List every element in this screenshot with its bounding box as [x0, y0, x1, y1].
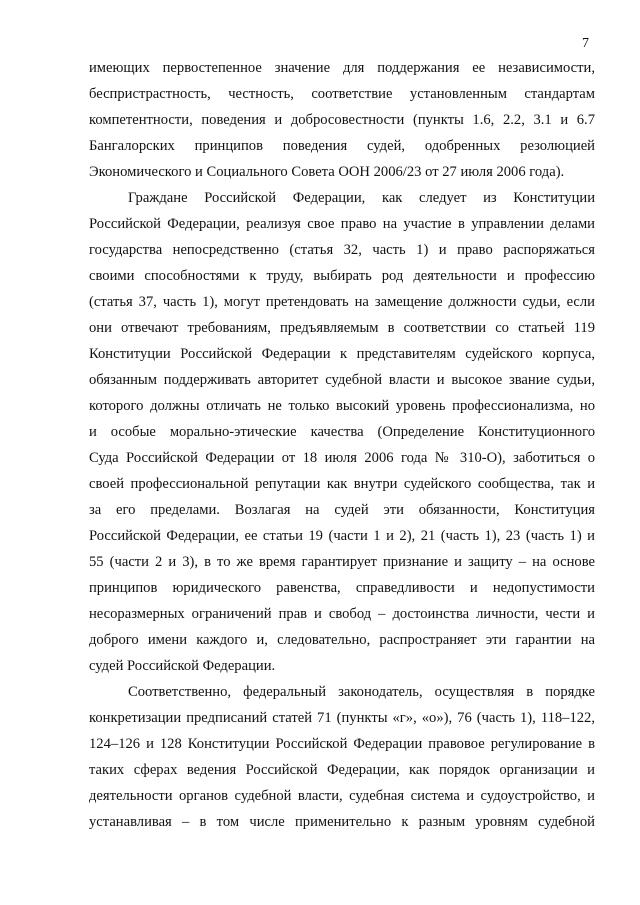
text-line: Экономического и Социального Совета ООН 2006/23 от 27 июля 2006 года). [89, 164, 565, 180]
text-line: 124–126 и 128 Конституции Российской Федерации правовое регулирование в [89, 736, 595, 752]
text-line: своими способностями к труду, выбирать род деятельности и профессию [89, 268, 595, 284]
text-line: доброго имени каждого и, следовательно, распространяет эти гарантии на [89, 632, 595, 648]
text-line: конкретизации предписаний статей 71 (пункты «г», «о»), 76 (часть 1), 118–122, [89, 710, 595, 726]
text-line: принципов юридического равенства, справедливости и недопустимости [89, 580, 595, 596]
paragraph-first-line: Соответственно, федеральный законодатель, осуществляя в порядке [128, 684, 595, 700]
text-line: своей профессиональной репутации как внутри судейского сообщества, так и [89, 476, 595, 492]
text-line: Суда Российской Федерации от 18 июля 2006 года № 310-О), заботиться о [89, 450, 595, 466]
text-line: Российской Федерации, реализуя свое право на участие в управлении делами [89, 216, 595, 232]
text-line: и особые морально-этические качества (Определение Конституционного [89, 424, 595, 440]
text-line: Российской Федерации, ее статьи 19 (части 1 и 2), 21 (часть 1), 23 (часть 1) и [89, 528, 595, 544]
text-line: таких сферах ведения Российской Федерации, как порядок организации и [89, 762, 595, 778]
text-line: они отвечают требованиям, предъявляемым в соответствии со статьей 119 [89, 320, 595, 336]
paragraph-first-line: Граждане Российской Федерации, как следует из Конституции [128, 190, 595, 206]
text-line: Конституции Российской Федерации к представителям судейского корпуса, [89, 346, 595, 362]
text-line: которого должны отличать не только высокий уровень профессионализма, но [89, 398, 595, 414]
text-line: судей Российской Федерации. [89, 658, 276, 674]
text-line: за его пределами. Возлагая на судей эти обязанности, Конституция [89, 502, 595, 518]
text-line: беспристрастность, честность, соответствие установленным стандартам [89, 86, 595, 102]
text-line: компетентности, поведения и добросовестности (пункты 1.6, 2.2, 3.1 и 6.7 [89, 112, 595, 128]
text-line: устанавливая – в том числе применительно к разным уровням судебной [89, 814, 595, 830]
text-line: 55 (части 2 и 3), в то же время гарантирует признание и защиту – на основе [89, 554, 595, 570]
text-line: деятельности органов судебной власти, судебная система и судоустройство, и [89, 788, 595, 804]
text-line: Бангалорских принципов поведения судей, одобренных резолюцией [89, 138, 595, 154]
text-line: (статья 37, часть 1), могут претендовать на замещение должности судьи, если [89, 294, 595, 310]
text-line: государства непосредственно (статья 32, часть 1) и право распоряжаться [89, 242, 595, 258]
text-line: обязанным поддерживать авторитет судебной власти и высокое звание судьи, [89, 372, 595, 388]
page-number: 7 [582, 36, 589, 51]
text-line: несоразмерных ограничений прав и свобод – достоинства личности, чести и [89, 606, 595, 622]
text-line: имеющих первостепенное значение для поддержания ее независимости, [89, 60, 595, 76]
